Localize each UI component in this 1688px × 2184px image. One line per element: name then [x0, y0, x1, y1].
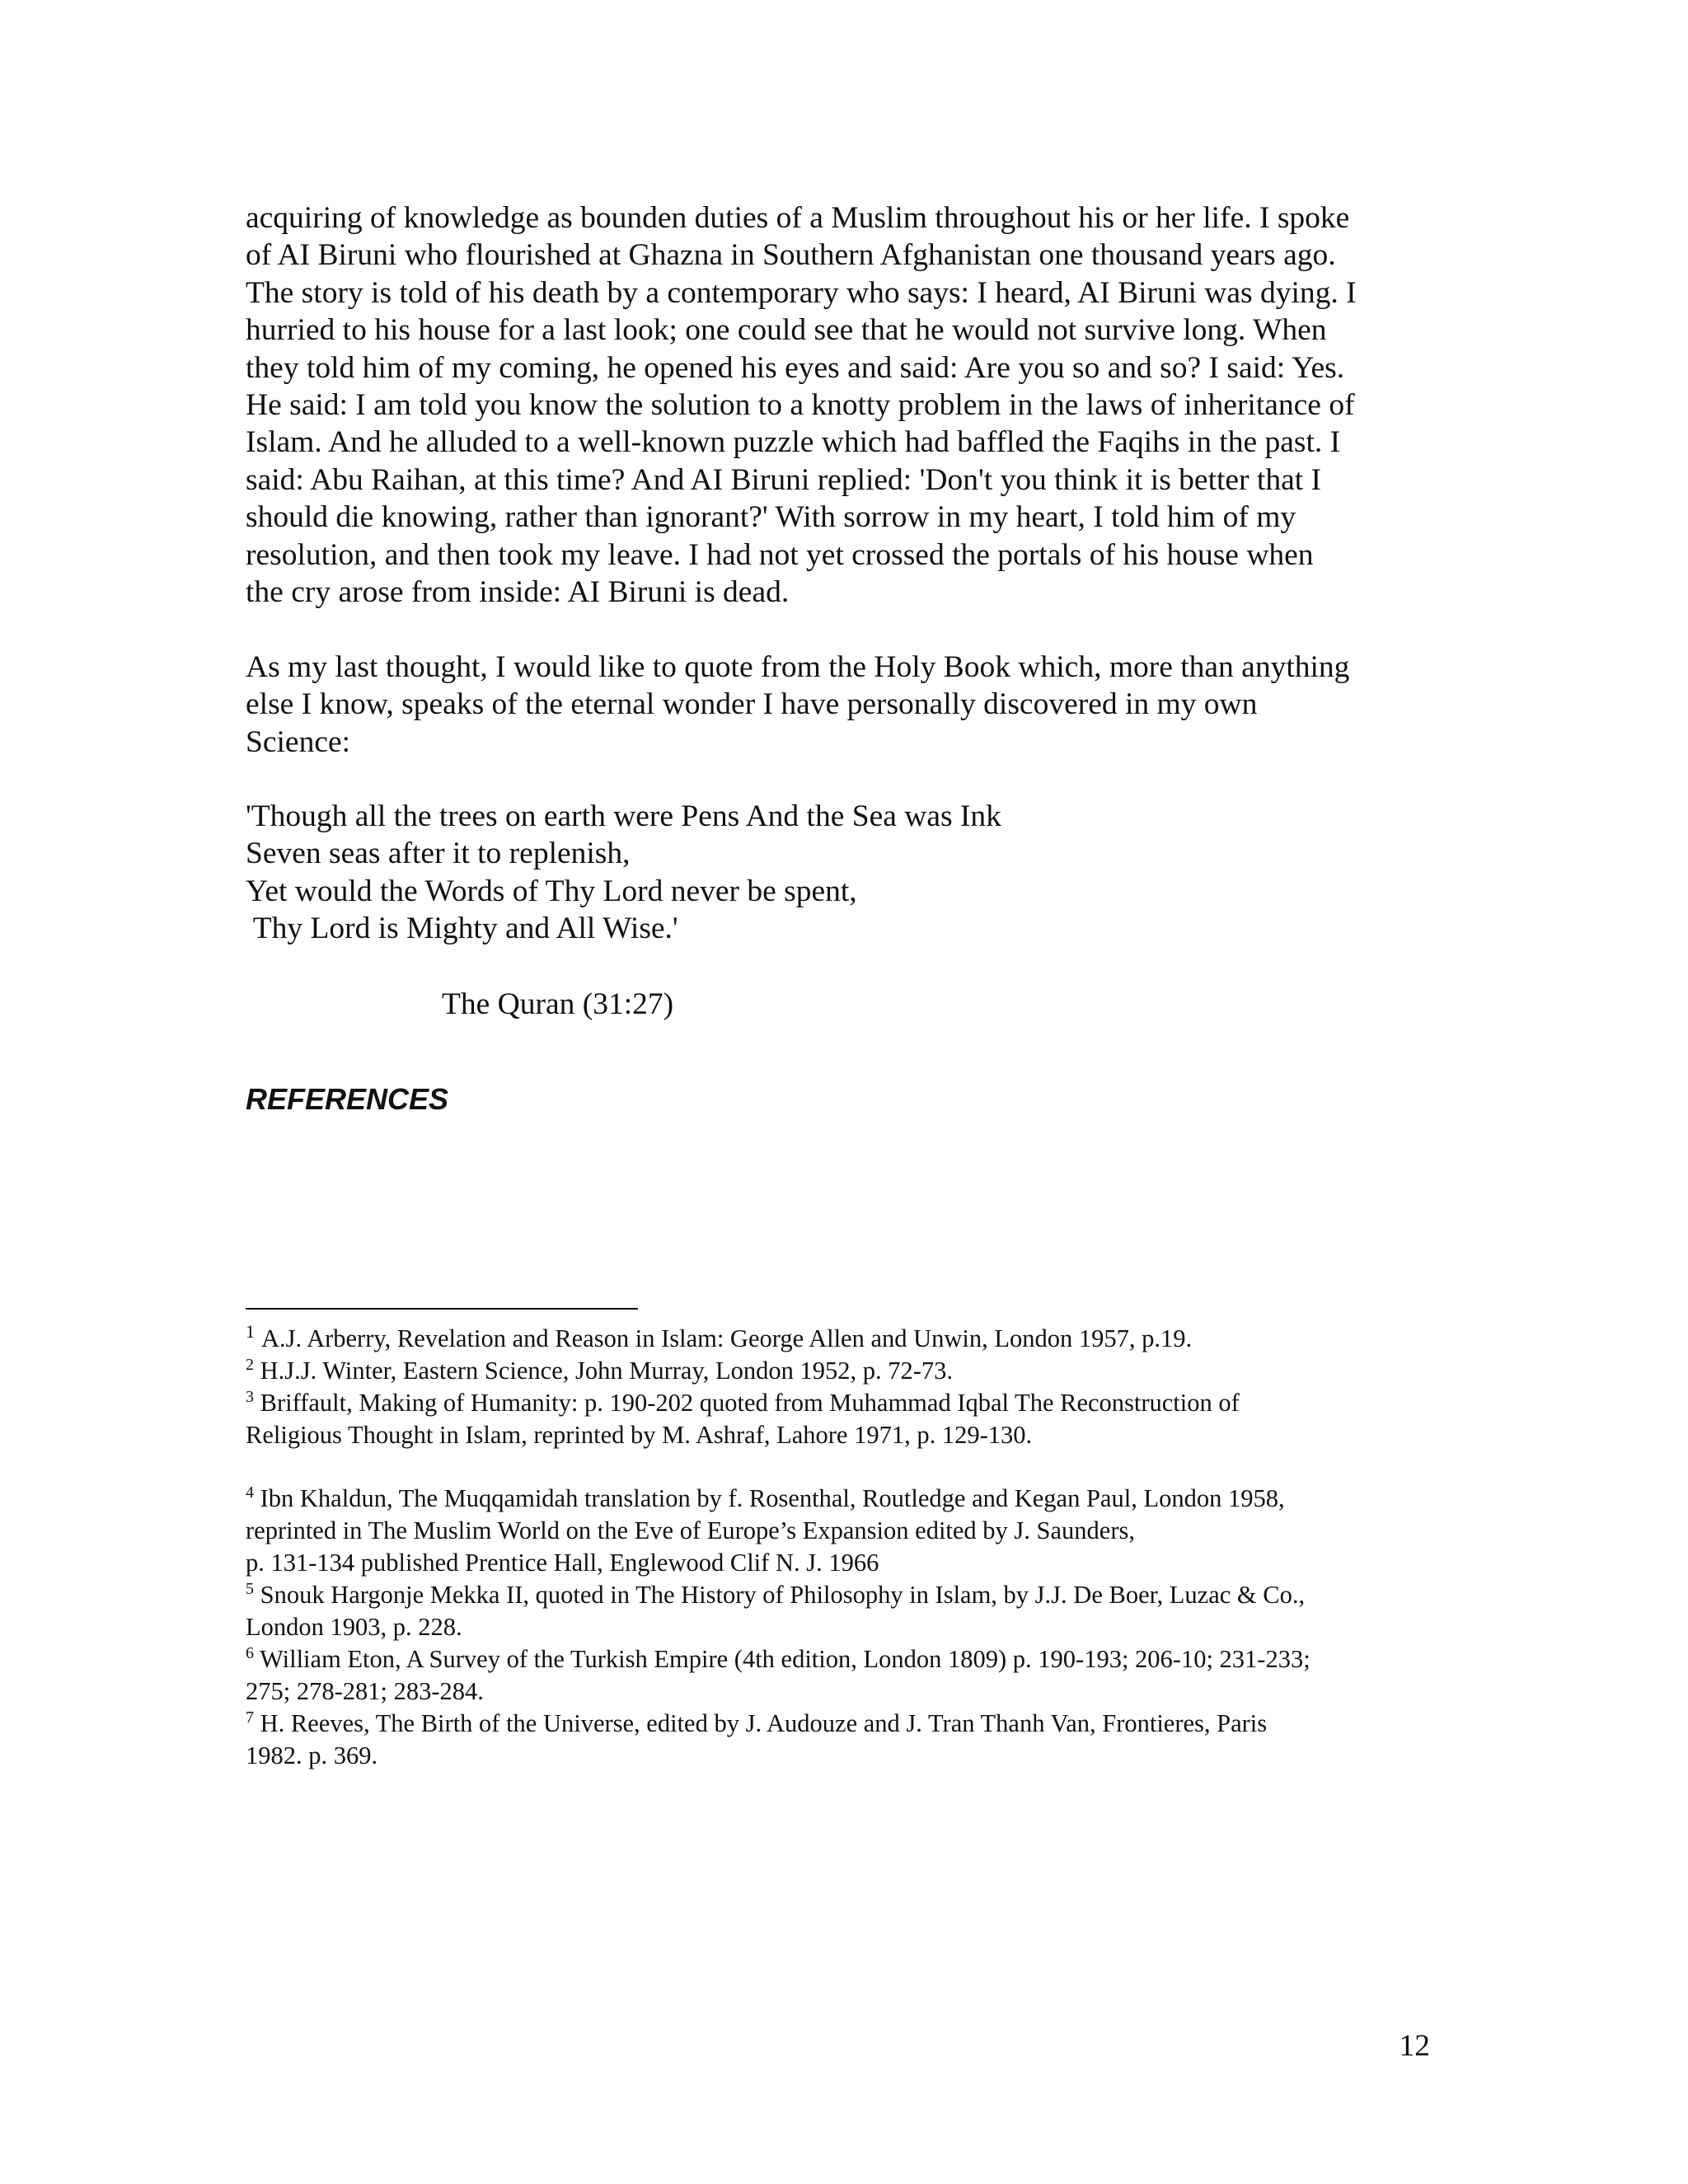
footnote-number: 4: [246, 1483, 254, 1502]
footnote: [246, 1708, 1449, 1772]
footnote-text: Ibn Khaldun, The Muqqamidah translation by f. Rosenthal, Routledge and Kegan Paul, London 1958, reprinted in The Muslim World on the Eve of Europe’s Expansion edited by J. Saunders, p. 131-134 published Prentice Hall, Englewood Clif N. J. 1966: [246, 1484, 1285, 1577]
footnotes: [246, 1320, 1449, 1772]
footnote: [246, 1320, 1449, 1355]
page-number: 12: [1399, 2029, 1430, 2063]
footnote: [246, 1355, 1449, 1387]
footnote: [246, 1643, 1449, 1708]
footnote-text: William Eton, A Survey of the Turkish Empire (4th edition, London 1809) p. 190-193; 206-10; 231-233; 275; 278-281; 283-284.: [246, 1645, 1311, 1705]
quote-citation: The Quran (31:27): [442, 987, 674, 1021]
quote-line: Thy Lord is Mighty and All Wise.': [246, 912, 678, 946]
footnote-text: Briffault, Making of Humanity: p. 190-202 quoted from Muhammad Iqbal The Reconstruction of Religious Thought in Islam, reprinted by M. Ashraf, Lahore 1971, p. 129-130.: [246, 1389, 1240, 1449]
footnote-text: Snouk Hargonje Mekka II, quoted in The History of Philosophy in Islam, by J.J. De Boer, Luzac & Co., London 1903, p. 228.: [246, 1581, 1306, 1641]
footnote-number: 6: [246, 1643, 254, 1662]
references-heading: REFERENCES: [246, 1082, 449, 1116]
body-paragraph-last-thought: As my last thought, I would like to quote from the Holy Book which, more than anything else I know, speaks of the eternal wonder I have personally discovered in my own Science:: [246, 650, 1350, 759]
footnote-text: A.J. Arberry, Revelation and Reason in Islam: George Allen and Unwin, London 1957, p.19.: [261, 1324, 1193, 1352]
footnote-number: 3: [246, 1387, 254, 1406]
footnote: [246, 1483, 1449, 1579]
footnote-text: H. Reeves, The Birth of the Universe, edited by J. Audouze and J. Tran Thanh Van, Frontieres, Paris 1982. p. 369.: [246, 1709, 1268, 1769]
quote-line: 'Though all the trees on earth were Pens And the Sea was Ink: [246, 799, 1001, 833]
quote-line: Yet would the Words of Thy Lord never be spent,: [246, 874, 857, 908]
quote-line: Seven seas after it to replenish,: [246, 837, 631, 871]
footnote-text: H.J.J. Winter, Eastern Science, John Murray, London 1952, p. 72-73.: [254, 1357, 954, 1385]
footnote-separator: [246, 1308, 638, 1310]
footnote-number: 7: [246, 1708, 254, 1727]
quran-quote: [246, 798, 1001, 948]
footnote-number: 2: [246, 1355, 254, 1374]
footnote: [246, 1579, 1449, 1643]
footnote-number: 5: [246, 1579, 254, 1598]
body-paragraph-al-biruni: acquiring of knowledge as bounden duties of a Muslim throughout his or her life. I spoke of AI Biruni who flourished at Ghazna in Southern Afghanistan one thousand years ago. The story is told of his death by a contemporary who says: I heard, AI Biruni was dying. I hurried to his house for a last look; one could see that he would not survive long. When they told him of my coming, he opened his eyes and said: Are you so and so? I said: Yes. He said: I am told you know the solution to a knotty problem in the laws of inheritance of Islam. And he alluded to a well-known puzzle which had baffled the Faqihs in the past. I said: Abu Raihan, at this time? And AI Biruni replied: 'Don't you think it is better that I should die knowing, rather than ignorant?' With sorrow in my heart, I told him of my resolution, and then took my leave. I had not yet crossed the portals of his house when the cry arose from inside: AI Biruni is dead.: [246, 201, 1357, 610]
footnote: [246, 1387, 1449, 1451]
footnote-number: 1: [246, 1320, 255, 1342]
